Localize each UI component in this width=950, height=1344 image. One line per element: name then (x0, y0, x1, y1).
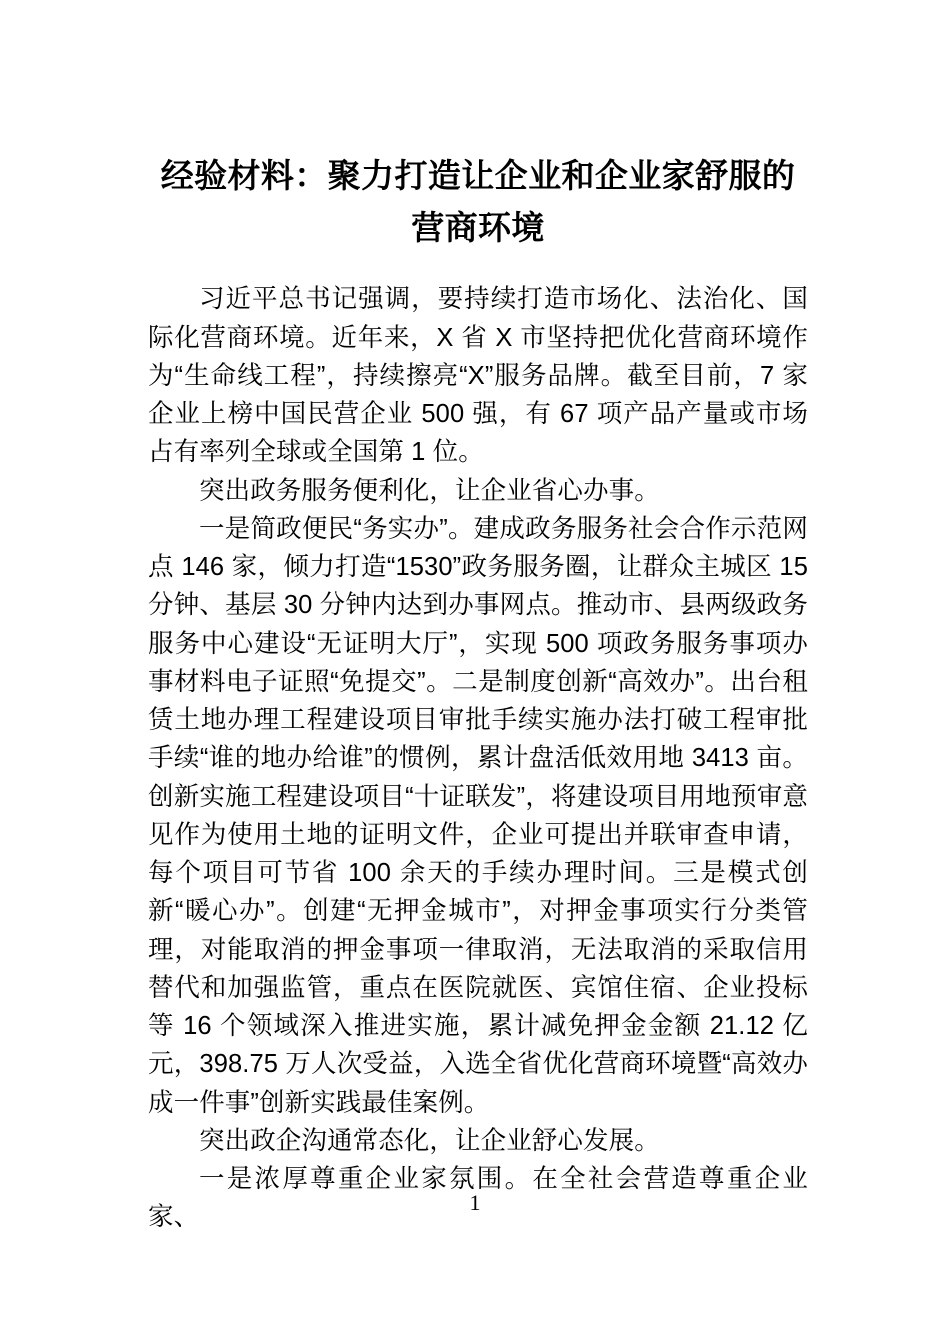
paragraph-2: 突出政务服务便利化，让企业省心办事。 (199, 476, 660, 505)
document-content (148, 150, 808, 1237)
document-body (148, 280, 808, 1236)
paragraph-1: 习近平总书记强调，要持续打造市场化、法治化、国际化营商环境。近年来，X 省 X 市坚持把优化营商环境作为“生命线工程”，持续擦亮“X”服务品牌。截至目前，7 家企业上榜中国民营企业 500 强，有 67 项产品产量或市场占有率列全球或全国第 1 位。 (148, 285, 808, 467)
paragraph-5: 一是浓厚尊重企业家氛围。在全社会营造尊重企业家、 (148, 1165, 808, 1232)
page-number: 1 (469, 1190, 481, 1215)
page-title: 经验材料：聚力打造让企业和企业家舒服的营商环境 (160, 157, 796, 247)
paragraph-4: 突出政企沟通常态化，让企业舒心发展。 (199, 1126, 660, 1155)
paragraph-3: 一是简政便民“务实办”。建成政务服务社会合作示范网点 146 家，倾力打造“1530”政务服务圈，让群众主城区 15 分钟、基层 30 分钟内达到办事网点。推动市、县两级政务服务中心建设“无证明大厅”，实现 500 项政务服务事项办事材料电子证照“免提交”。二是制度创新“高效办”。出台租赁土地办理工程建设项目审批手续实施办法打破工程审批手续“谁的地办给谁”的惯例，累计盘活低效用地 3413 亩。创新实施工程建设项目“十证联发”，将建设项目用地预审意见作为使用土地的证明文件，企业可提出并联审查申请，每个项目可节省 100 余天的手续办理时间。三是模式创新“暖心办”。创建“无押金城市”，对押金事项实行分类管理，对能取消的押金事项一律取消，无法取消的采取信用替代和加强监管，重点在医院就医、宾馆住宿、企业投标等 16 个领域深入推进实施，累计减免押金金额 21.12 亿元，398.75 万人次受益，入选全省优化营商环境暨“高效办成一件事”创新实践最佳案例。 (148, 514, 808, 1117)
